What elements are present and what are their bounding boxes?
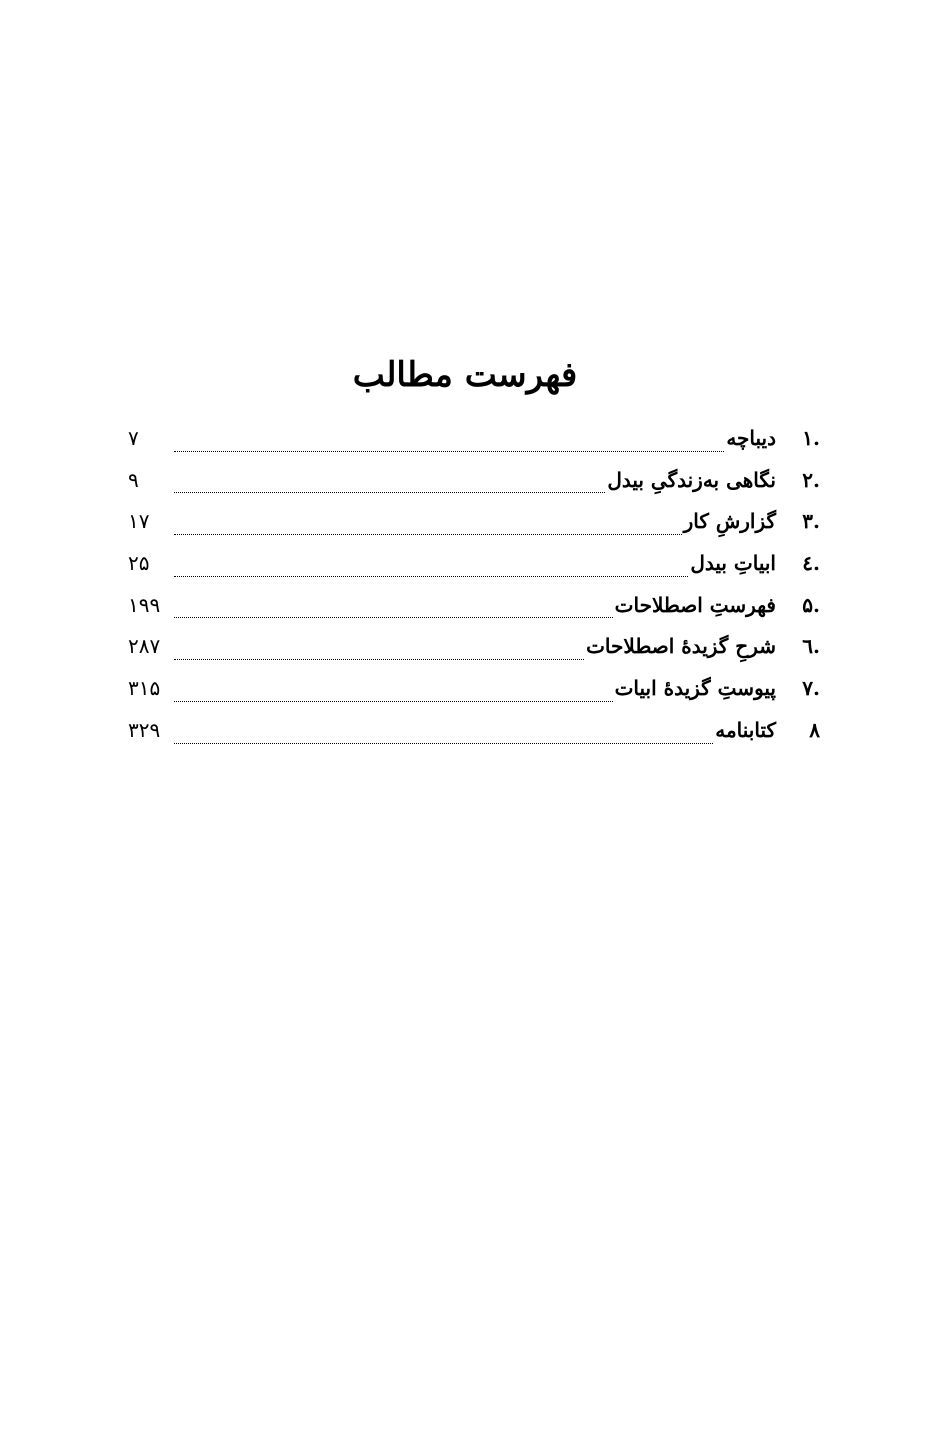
page-title: فهرست مطالب	[352, 355, 578, 395]
toc-entry-label: کتابنامه	[715, 717, 776, 742]
toc-entry-number: ۸	[809, 717, 820, 742]
toc-entry-label: گزارشِ کار	[683, 509, 776, 534]
toc-entry-page: ۱۷	[128, 509, 150, 534]
toc-entry-label: ابیاتِ بیدل	[690, 551, 776, 576]
dot-leader	[174, 576, 688, 577]
toc-entry-2[interactable]	[128, 462, 820, 504]
toc-entry-label: نگاهی به‌زندگیِ بیدل	[607, 467, 776, 492]
toc-entry-label: دیباچه	[726, 426, 776, 450]
toc-entry-label: شرحِ گزیدهٔ اصطلاحات	[586, 634, 776, 659]
toc-entry-label: فهرستِ اصطلاحات	[614, 592, 776, 617]
toc-entry-number: .۱	[802, 426, 820, 450]
toc-entry-7[interactable]	[128, 670, 820, 712]
toc-entry-5[interactable]	[128, 587, 820, 629]
toc-entry-4[interactable]	[128, 545, 820, 587]
toc-entry-page: ۲۸۷	[128, 634, 161, 659]
dot-leader	[174, 659, 584, 660]
toc-entry-page: ۹	[128, 467, 139, 492]
toc-entry-number: .٤	[802, 551, 820, 576]
dot-leader	[174, 617, 613, 618]
toc-entry-page: ۷	[128, 426, 139, 450]
toc-entry-1[interactable]	[128, 420, 820, 462]
toc-entry-number: .٦	[802, 634, 820, 659]
toc-entry-label: پیوستِ گزیدهٔ ابیات	[614, 676, 776, 701]
toc-entry-page: ۲۵	[128, 551, 150, 576]
dot-leader	[174, 743, 713, 744]
toc-entry-number: .۲	[802, 467, 820, 492]
toc-entry-page: ۳۱۵	[128, 676, 161, 701]
toc-entry-8[interactable]	[128, 712, 820, 754]
toc-entry-page: ۳۲۹	[128, 717, 161, 742]
dot-leader	[174, 701, 613, 702]
dot-leader	[174, 492, 605, 493]
toc-entry-number: .۵	[802, 592, 820, 617]
toc-entry-3[interactable]	[128, 503, 820, 545]
table-of-contents	[128, 420, 820, 754]
dot-leader	[174, 534, 682, 535]
toc-entry-number: .۳	[802, 509, 820, 534]
toc-entry-page: ۱۹۹	[128, 592, 161, 617]
toc-entry-6[interactable]	[128, 628, 820, 670]
toc-entry-number: .۷	[802, 676, 820, 701]
dot-leader	[174, 451, 724, 452]
